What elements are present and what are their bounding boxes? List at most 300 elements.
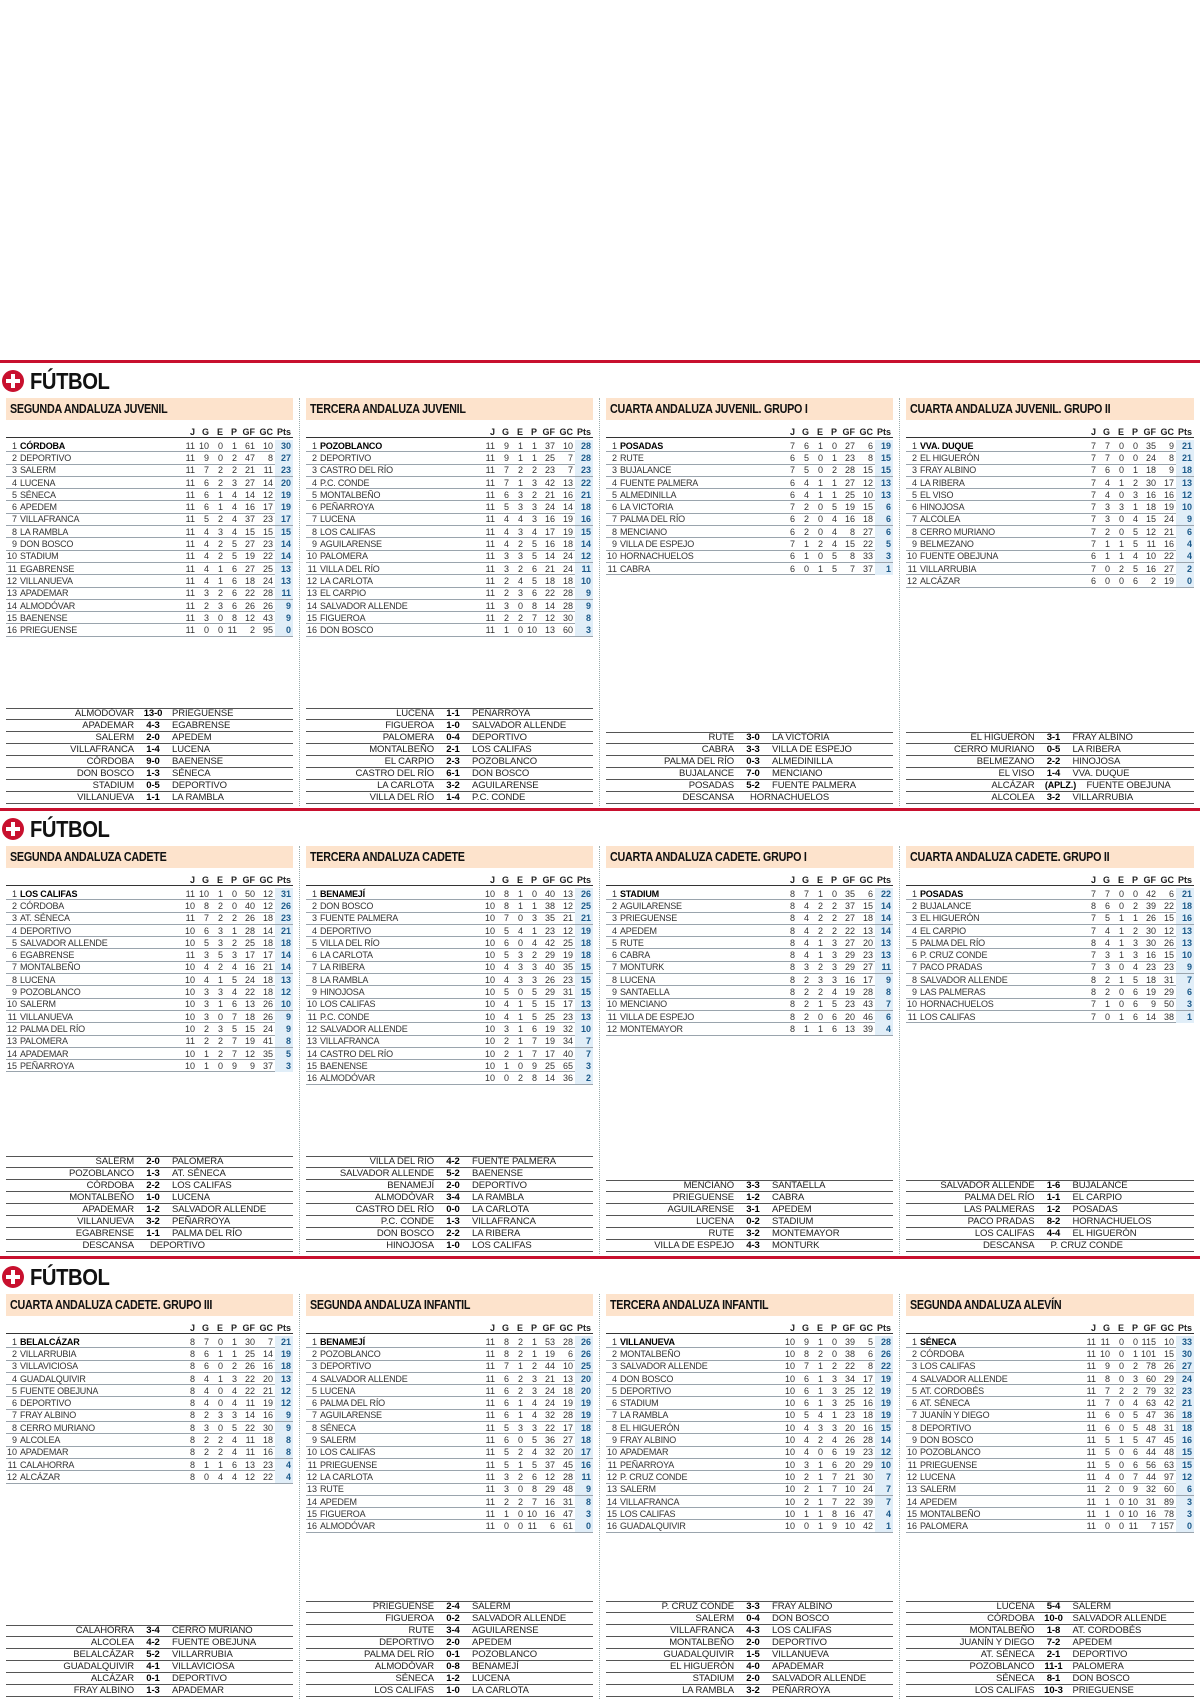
column-header-e: E <box>216 1322 223 1333</box>
drawn: 0 <box>1118 1471 1124 1482</box>
points: 26 <box>575 1336 593 1348</box>
table-row <box>606 563 893 575</box>
lost: 8 <box>231 612 237 623</box>
goals-for: 31 <box>1145 1496 1156 1507</box>
goals-for: 27 <box>244 539 255 550</box>
match-score: 6-1 <box>446 767 460 779</box>
played: 11 <box>485 1459 495 1470</box>
played: 7 <box>1090 514 1096 525</box>
home-team: APADEMAR <box>82 719 135 731</box>
points: 18 <box>575 1434 593 1446</box>
won: 4 <box>203 1373 209 1384</box>
lost: 7 <box>231 1011 237 1022</box>
goals-for: 26 <box>1145 913 1156 924</box>
drawn: 0 <box>1118 1508 1124 1519</box>
drawn: 1 <box>1118 477 1124 488</box>
team-name: STADIUM <box>620 1398 659 1409</box>
goals-against: 12 <box>862 477 873 488</box>
league-header <box>6 846 293 868</box>
goals-for: 23 <box>844 999 855 1010</box>
team-name: DEPORTIVO <box>320 1361 372 1372</box>
home-team: LA RAMBLA <box>682 1684 735 1696</box>
drawn: 0 <box>517 1521 523 1532</box>
played: 10 <box>184 900 195 911</box>
points: 3 <box>875 550 893 562</box>
away-team: CERRO MURIANO <box>172 1625 253 1637</box>
played: 10 <box>784 1508 795 1519</box>
table-row <box>6 1447 293 1459</box>
table-row <box>306 1011 593 1023</box>
goals-against: 43 <box>862 999 873 1010</box>
match-result <box>6 1240 293 1252</box>
played: 8 <box>789 937 795 948</box>
goals-for: 10 <box>844 1484 855 1495</box>
away-team: VILLA DE ESPEJO <box>772 743 852 755</box>
goals-for: 14 <box>244 489 255 500</box>
lost: 1 <box>1132 502 1138 513</box>
team-name: SALVADOR ALLENDE <box>320 600 408 611</box>
points: 5 <box>275 1048 293 1060</box>
table-row <box>6 900 293 912</box>
goals-against: 32 <box>1163 1385 1174 1396</box>
drawn: 3 <box>517 588 523 599</box>
column-header-pts: Pts <box>876 874 891 885</box>
goals-for: 13 <box>844 1023 855 1034</box>
team-name: MONTALBEÑO <box>620 1348 681 1359</box>
team-name: EGABRENSE <box>20 950 75 961</box>
lost: 4 <box>1132 514 1138 525</box>
drawn: 0 <box>817 502 823 513</box>
table-row <box>306 1422 593 1434</box>
points: 15 <box>1176 1459 1194 1471</box>
drawn: 1 <box>817 440 823 451</box>
match-result <box>906 1637 1194 1649</box>
away-team: AT. SÉNECA <box>172 1167 226 1179</box>
position: 9 <box>311 1435 317 1446</box>
position: 8 <box>311 526 317 537</box>
match-result <box>306 1601 593 1613</box>
goals-against: 31 <box>562 987 573 998</box>
drawn: 1 <box>817 489 823 500</box>
goals-against: 6 <box>867 1348 873 1359</box>
won: 8 <box>503 1336 509 1347</box>
played: 8 <box>189 1348 195 1359</box>
lost: 3 <box>531 1422 537 1433</box>
lost: 6 <box>1132 1447 1138 1458</box>
won: 5 <box>1104 1459 1110 1470</box>
position: 4 <box>611 925 617 936</box>
played: 8 <box>789 987 795 998</box>
team-name: RUTE <box>320 1484 344 1495</box>
won: 3 <box>1104 502 1110 513</box>
position: 5 <box>11 937 17 948</box>
goals-against: 5 <box>867 1336 873 1347</box>
column-header-gf: GF <box>842 1322 855 1333</box>
lost: 6 <box>1132 987 1138 998</box>
points: 14 <box>875 925 893 937</box>
goals-against: 25 <box>562 937 573 948</box>
lost: 6 <box>231 600 237 611</box>
goals-against: 7 <box>567 465 573 476</box>
lost: 0 <box>831 1336 837 1347</box>
won: 4 <box>503 539 509 550</box>
won: 8 <box>1104 1373 1110 1384</box>
lost: 0 <box>831 888 837 899</box>
lost: 4 <box>231 1471 237 1482</box>
drawn: 0 <box>817 551 823 562</box>
lost: 4 <box>231 489 237 500</box>
match-score: 2-0 <box>746 1672 760 1684</box>
position: 1 <box>611 888 617 899</box>
played: 11 <box>485 1521 495 1532</box>
position: 8 <box>11 1422 17 1433</box>
points: 19 <box>875 1373 893 1385</box>
away-team: LA VICTORIA <box>772 732 830 744</box>
played: 8 <box>189 1361 195 1372</box>
away-team: HORNACHUELOS <box>750 791 830 803</box>
won: 3 <box>203 999 209 1010</box>
table-row <box>306 1385 593 1397</box>
goals-for: 23 <box>1145 962 1156 973</box>
match-score: 4-4 <box>1046 1227 1061 1239</box>
table-row <box>6 1397 293 1409</box>
played: 11 <box>485 1435 495 1446</box>
points: 10 <box>275 998 293 1010</box>
goals-against: 9 <box>1168 440 1174 451</box>
team-name: CERRO MURIANO <box>20 1422 95 1433</box>
points: 10 <box>875 1459 893 1471</box>
won: 0 <box>203 625 209 636</box>
drawn: 3 <box>217 1410 223 1421</box>
played: 11 <box>1086 1398 1096 1409</box>
match-score: 1-2 <box>146 1203 160 1215</box>
goals-against: 18 <box>862 514 873 525</box>
league-panel <box>0 398 300 806</box>
position: 2 <box>311 900 317 911</box>
team-name: SÉNECA <box>920 1336 957 1347</box>
lost: 0 <box>1132 452 1138 463</box>
match-score: 1-0 <box>146 1191 160 1203</box>
goals-for: 14 <box>244 1410 255 1421</box>
goals-for: 15 <box>544 999 555 1010</box>
points: 16 <box>575 513 593 525</box>
goals-against: 18 <box>562 575 573 586</box>
team-name: APADEMAR <box>20 1447 69 1458</box>
match-score: 1-3 <box>146 1684 160 1696</box>
table-row <box>6 526 293 538</box>
position: 13 <box>306 1036 317 1047</box>
goals-for: 27 <box>244 563 255 574</box>
won: 2 <box>503 588 509 599</box>
played: 7 <box>1090 950 1096 961</box>
drawn: 1 <box>817 1484 823 1495</box>
goals-against: 26 <box>262 999 273 1010</box>
position: 1 <box>311 440 317 451</box>
points: 12 <box>875 1446 893 1458</box>
drawn: 1 <box>517 900 523 911</box>
played: 11 <box>1086 1361 1096 1372</box>
won: 6 <box>203 1361 209 1372</box>
position: 9 <box>311 987 317 998</box>
goals-for: 32 <box>544 1410 555 1421</box>
lost: 3 <box>231 1373 237 1384</box>
position: 12 <box>306 1471 317 1482</box>
drawn: 1 <box>217 974 223 985</box>
drawn: 0 <box>1118 465 1124 476</box>
drawn: 0 <box>517 937 523 948</box>
goals-for: 29 <box>544 987 555 998</box>
goals-for: 21 <box>544 489 555 500</box>
played: 8 <box>189 1398 195 1409</box>
table-row <box>906 477 1194 489</box>
drawn: 4 <box>517 925 523 936</box>
points: 19 <box>875 1385 893 1397</box>
table-row <box>6 1459 293 1471</box>
away-team: FRAY ALBINO <box>1072 732 1133 744</box>
drawn: 2 <box>217 477 223 488</box>
table-row <box>906 1373 1194 1385</box>
points: 16 <box>575 1459 593 1471</box>
lost: 0 <box>831 440 837 451</box>
points: 18 <box>1176 1409 1194 1421</box>
points: 23 <box>275 912 293 924</box>
match-score: 3-1 <box>1046 732 1061 744</box>
position: 9 <box>611 987 617 998</box>
team-name: VILLAVICIOSA <box>20 1361 78 1372</box>
points: 6 <box>875 501 893 513</box>
position: 9 <box>11 1435 17 1446</box>
team-name: ALCÁZAR <box>920 575 961 586</box>
drawn: 1 <box>217 888 223 899</box>
goals-against: 18 <box>262 974 273 985</box>
goals-against: 8 <box>267 452 273 463</box>
position: 16 <box>306 1073 317 1084</box>
column-header-g: G <box>501 426 509 437</box>
home-team: VILLAFRANCA <box>670 1624 735 1636</box>
table-row <box>6 1048 293 1060</box>
played: 10 <box>784 1496 795 1507</box>
goals-for: 78 <box>1145 1361 1156 1372</box>
drawn: 2 <box>517 1336 523 1347</box>
drawn: 0 <box>517 600 523 611</box>
played: 7 <box>1090 477 1096 488</box>
table-row <box>906 962 1194 974</box>
goals-against: 97 <box>1163 1471 1174 1482</box>
column-header-g: G <box>801 1322 809 1333</box>
team-name: DON BOSCO <box>320 625 374 636</box>
league-header <box>606 1294 893 1316</box>
match-result <box>306 1637 593 1649</box>
goals-against: 31 <box>562 1496 573 1507</box>
played: 11 <box>485 489 495 500</box>
played: 7 <box>1090 452 1096 463</box>
team-name: SANTAELLA <box>620 987 670 998</box>
points: 21 <box>1176 440 1194 452</box>
goals-against: 26 <box>1163 937 1174 948</box>
table-row <box>606 1422 893 1434</box>
team-name: STADIUM <box>20 551 59 562</box>
won: 6 <box>503 937 509 948</box>
column-header-j: J <box>789 874 795 885</box>
position: 15 <box>306 1060 317 1071</box>
drawn: 2 <box>517 1373 523 1384</box>
lost: 1 <box>831 477 837 488</box>
table-row <box>606 900 893 912</box>
goals-against: 21 <box>562 913 573 924</box>
team-name: LOS CALIFAS <box>20 888 78 899</box>
goals-against: 37 <box>262 1060 273 1071</box>
points: 7 <box>575 1035 593 1047</box>
home-team: DEPORTIVO <box>379 1636 435 1648</box>
goals-against: 26 <box>1163 1361 1174 1372</box>
points: 13 <box>275 974 293 986</box>
goals-against: 17 <box>562 999 573 1010</box>
home-team: CERRO MURIANO <box>953 743 1035 755</box>
position: 10 <box>906 999 917 1010</box>
match-score: 2-0 <box>746 1636 760 1648</box>
match-score: 1-3 <box>146 767 160 779</box>
played: 10 <box>484 1023 495 1034</box>
lost: 8 <box>831 1508 837 1519</box>
away-team: LA RAMBLA <box>172 791 224 803</box>
goals-against: 32 <box>562 1023 573 1034</box>
lost: 6 <box>831 1459 837 1470</box>
table-row <box>306 1373 593 1385</box>
won: 4 <box>503 962 509 973</box>
match-result <box>606 1661 893 1673</box>
lost: 4 <box>531 1398 537 1409</box>
played: 8 <box>789 913 795 924</box>
away-team: BAENENSE <box>172 755 223 767</box>
points: 13 <box>1176 477 1194 489</box>
league-title: TERCERA ANDALUZA CADETE <box>310 850 465 864</box>
drawn: 1 <box>1118 1435 1124 1446</box>
played: 11 <box>485 1484 495 1495</box>
goals-for: 15 <box>1145 514 1156 525</box>
lost: 3 <box>1132 1373 1138 1384</box>
league-header <box>306 1294 593 1316</box>
away-team: PALMA DEL RÍO <box>172 1227 242 1239</box>
lost: 6 <box>831 1023 837 1034</box>
goals-for: 24 <box>544 502 555 513</box>
league-panel <box>0 1294 300 1699</box>
section-band <box>0 1256 1200 1701</box>
points: 7 <box>575 1048 593 1060</box>
column-header-pts: Pts <box>276 1322 291 1333</box>
away-team: FUENTE PALMERA <box>472 1156 556 1168</box>
goals-for: 14 <box>544 551 555 562</box>
position: 4 <box>311 477 317 488</box>
goals-for: 44 <box>1145 1447 1156 1458</box>
points: 13 <box>875 477 893 489</box>
home-team: FRAY ALBINO <box>73 1684 135 1696</box>
goals-for: 44 <box>1145 1471 1156 1482</box>
table-row <box>606 1011 893 1023</box>
drawn: 3 <box>217 987 223 998</box>
goals-for: 30 <box>244 1336 255 1347</box>
table-row <box>306 1397 593 1409</box>
points: 7 <box>875 1496 893 1508</box>
drawn: 0 <box>1118 1348 1124 1359</box>
position: 10 <box>6 1447 17 1458</box>
goals-for: 19 <box>844 502 855 513</box>
home-team: EL HIGUERÓN <box>670 1660 735 1672</box>
played: 7 <box>1090 913 1096 924</box>
league-panel <box>900 1294 1200 1699</box>
goals-for: 20 <box>844 1011 855 1022</box>
points: 22 <box>575 477 593 489</box>
played: 10 <box>484 974 495 985</box>
played: 11 <box>485 1385 495 1396</box>
lost: 8 <box>531 600 537 611</box>
points: 33 <box>1176 1336 1194 1348</box>
goals-against: 7 <box>567 452 573 463</box>
drawn: 0 <box>1118 888 1124 899</box>
home-team: FIGUEROA <box>385 1612 435 1624</box>
goals-for: 61 <box>244 440 255 451</box>
goals-against: 16 <box>262 1410 273 1421</box>
match-result <box>906 1613 1194 1625</box>
team-name: PALMA DEL RÍO <box>20 1023 85 1034</box>
points: 26 <box>875 1348 893 1360</box>
drawn: 1 <box>1118 925 1124 936</box>
goals-for: 42 <box>1145 888 1156 899</box>
goals-for: 28 <box>244 925 255 936</box>
column-header-gc: GC <box>1160 874 1174 885</box>
away-team: HORNACHUELOS <box>1072 1215 1152 1227</box>
played: 7 <box>1090 539 1096 550</box>
position: 2 <box>11 452 17 463</box>
table-row <box>306 440 593 452</box>
goals-for: 20 <box>844 1422 855 1433</box>
goals-for: 22 <box>244 1422 255 1433</box>
position: 8 <box>11 526 17 537</box>
lost: 4 <box>1132 1398 1138 1409</box>
goals-against: 19 <box>562 1398 573 1409</box>
lost: 3 <box>531 1373 537 1384</box>
team-name: AGUILARENSE <box>320 539 382 550</box>
won: 2 <box>503 1048 509 1059</box>
drawn: 1 <box>217 999 223 1010</box>
table-row <box>6 1385 293 1397</box>
team-name: LAS PALMERAS <box>920 987 986 998</box>
goals-for: 30 <box>1145 937 1156 948</box>
played: 10 <box>484 913 495 924</box>
table-row <box>606 501 893 513</box>
drawn: 3 <box>517 489 523 500</box>
played: 11 <box>485 588 495 599</box>
match-score: 3-2 <box>746 1684 760 1696</box>
drawn: 2 <box>817 1435 823 1446</box>
points: 11 <box>875 961 893 973</box>
home-team: ALMODÓVAR <box>74 708 135 720</box>
goals-for: 50 <box>244 888 255 899</box>
position: 13 <box>6 588 17 599</box>
section-title: FÚTBOL <box>30 815 110 842</box>
goals-against: 18 <box>862 1410 873 1421</box>
match-score: 10-3 <box>1044 1684 1063 1696</box>
table-row <box>306 1496 593 1508</box>
points: 4 <box>1176 538 1194 550</box>
lost: 5 <box>1132 526 1138 537</box>
position: 5 <box>911 1385 917 1396</box>
team-name: CÓRDOBA <box>20 440 66 451</box>
home-team: ALCOLEA <box>90 1636 135 1648</box>
position: 5 <box>611 1385 617 1396</box>
won: 9 <box>203 452 209 463</box>
table-row <box>606 1397 893 1409</box>
results-list <box>306 708 593 804</box>
